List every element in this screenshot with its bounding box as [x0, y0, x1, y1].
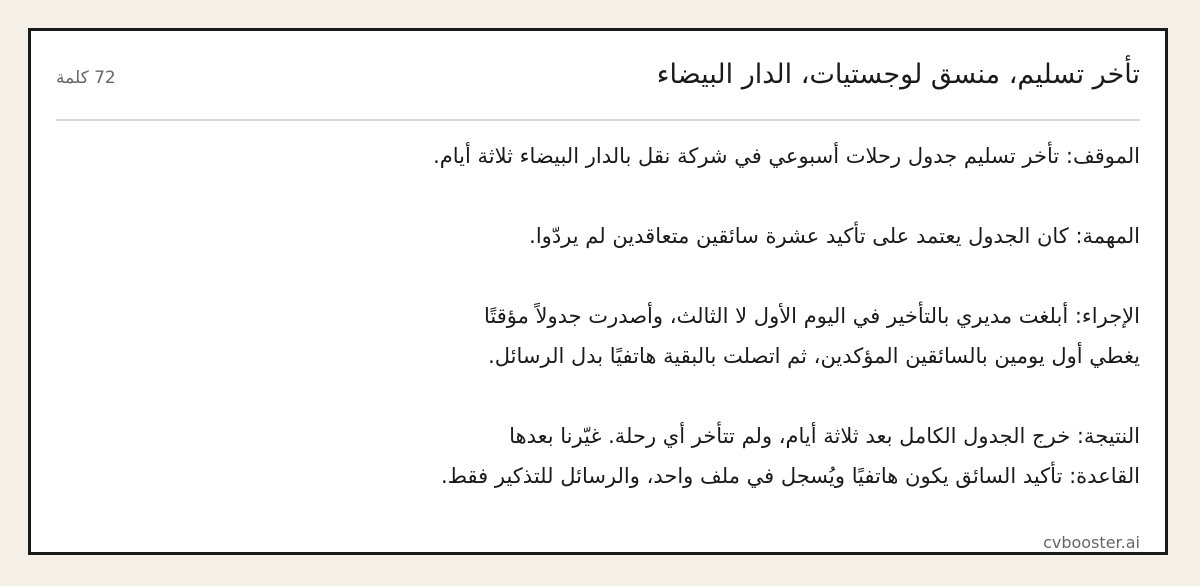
- document-body: [56, 136, 1140, 496]
- document-title: تأخر تسليم، منسق لوجستيات، الدار البيضاء: [656, 59, 1140, 90]
- document-card: [28, 28, 1168, 555]
- paragraph-line: القاعدة: تأكيد السائق يكون هاتفيًا ويُسجل في ملف واحد، والرسائل للتذكير فقط.: [440, 464, 1140, 488]
- paragraph-result: [56, 416, 1140, 496]
- paragraph-task: [56, 216, 1140, 256]
- paragraph-situation: [56, 136, 1140, 176]
- paragraph-line: الموقف: تأخر تسليم جدول رحلات أسبوعي في شركة نقل بالدار البيضاء ثلاثة أيام.: [433, 144, 1140, 168]
- paragraph-line: النتيجة: خرج الجدول الكامل بعد ثلاثة أيام، ولم تتأخر أي رحلة. غيّرنا بعدها: [509, 424, 1140, 448]
- paragraph-action: [56, 296, 1140, 376]
- document-header: [56, 31, 1140, 121]
- paragraph-line: يغطي أول يومين بالسائقين المؤكدين، ثم اتصلت بالبقية هاتفيًا بدل الرسائل.: [488, 344, 1140, 368]
- brand-watermark: cvbooster.ai: [1043, 533, 1140, 552]
- word-count-label: 72 كلمة: [56, 68, 116, 88]
- paragraph-line: الإجراء: أبلغت مديري بالتأخير في اليوم الأول لا الثالث، وأصدرت جدولاً مؤقتًا: [483, 304, 1140, 328]
- paragraph-line: المهمة: كان الجدول يعتمد على تأكيد عشرة سائقين متعاقدين لم يردّوا.: [529, 224, 1140, 248]
